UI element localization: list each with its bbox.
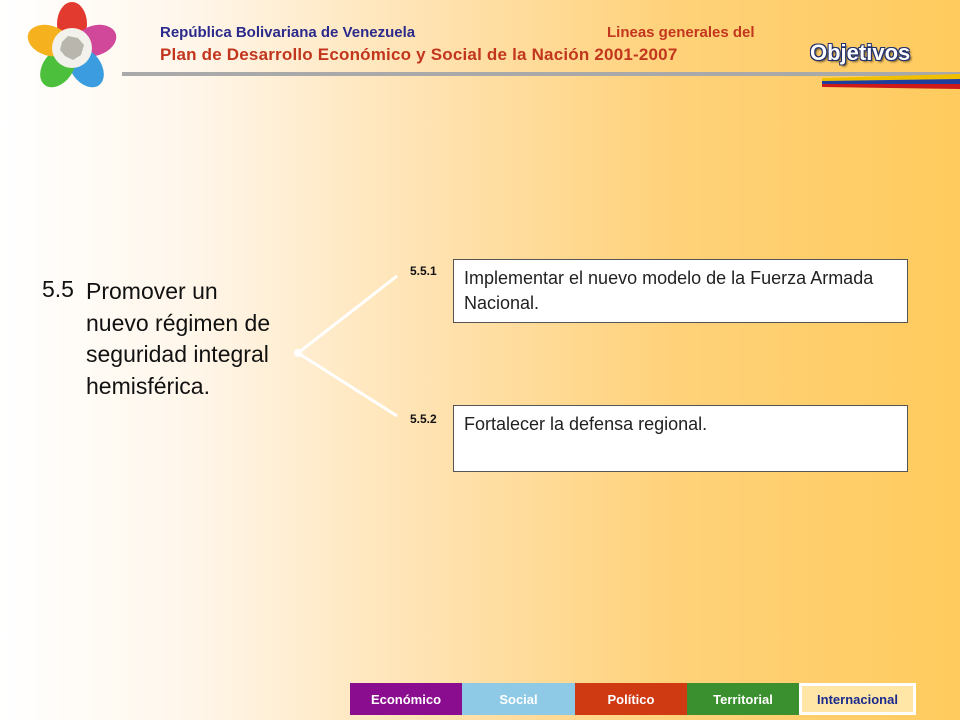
tab-territorial[interactable]: Territorial <box>687 683 799 715</box>
tab-economico[interactable]: Económico <box>350 683 462 715</box>
sub-objective-box <box>453 405 908 472</box>
objective-number: 5.5 <box>42 276 74 302</box>
plan-title: Plan de Desarrollo Económico y Social de la Nación 2001-2007 <box>160 45 678 64</box>
country-name: República Bolivariana de Venezuela <box>160 24 416 41</box>
tab-internacional[interactable]: Internacional <box>799 683 916 715</box>
bottom-nav <box>350 683 916 715</box>
sub-objective-number: 5.5.1 <box>410 264 437 278</box>
tab-politico[interactable]: Político <box>575 683 687 715</box>
lineas-label: Lineas generales del <box>607 24 755 41</box>
sub-objective-text: Fortalecer la defensa regional. <box>464 414 708 434</box>
sub-objective-box <box>453 259 908 323</box>
objective-text: Promover un nuevo régimen de seguridad integral hemisférica. <box>86 278 271 399</box>
section-title: Objetivos <box>810 40 911 65</box>
sub-objective-number: 5.5.2 <box>410 412 437 426</box>
tab-social[interactable]: Social <box>462 683 575 715</box>
sub-objective-text: Implementar el nuevo modelo de la Fuerza Armada Nacional. <box>464 268 874 313</box>
